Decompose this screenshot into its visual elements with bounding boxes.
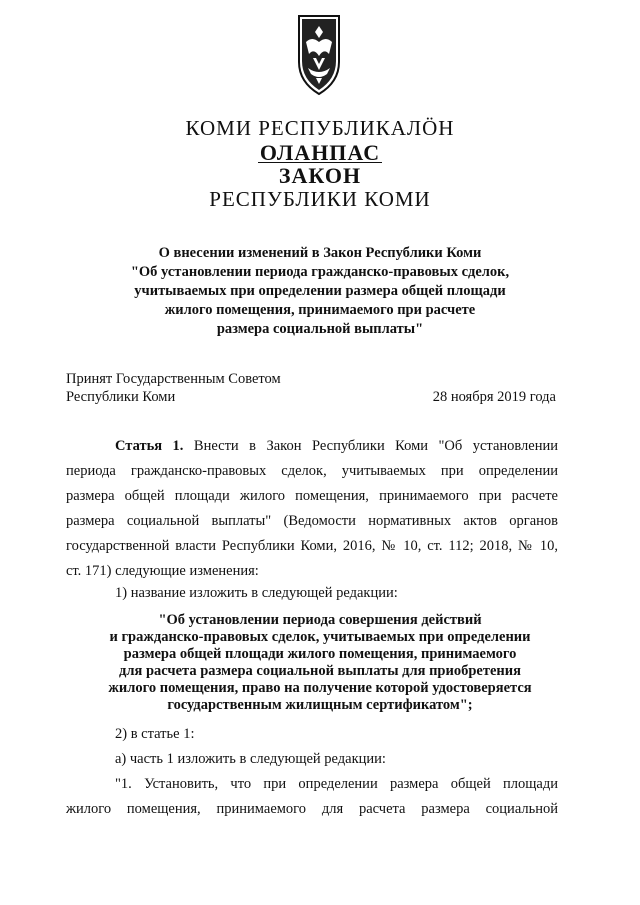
paragraph-line: "1. Установить, что при определении размера общей площади [115,776,558,792]
article-label: Статья 1. [115,438,184,454]
item-2a: а) часть 1 изложить в следующей редакции: [115,751,386,767]
paragraph-line: Статья 1. Внести в Закон Республики Коми "Об установлении [115,438,559,454]
paragraph-line: ст. 171) следующие изменения: [66,563,259,579]
adoption-date: 28 ноября 2019 года [432,389,556,405]
law-title-line: "Об установлении периода гражданско-правовых сделок, [130,264,510,280]
header-zakon: ЗАКОН [278,163,362,188]
quote-line: жилого помещения, право на получение которой удостоверяется [108,680,532,696]
adopted-line: Республики Коми [66,389,176,405]
law-title [0,244,640,339]
header-olanpas: ОЛАНПАС [259,140,381,165]
paragraph-line: размера общей площади жилого помещения, принимаемого при расчете [66,488,558,504]
law-title-line: О внесении изменений в Закон Республики Коми [158,245,482,261]
law-title-line: размера социальной выплаты" [216,321,424,337]
quote-line: государственным жилищным сертификатом"; [167,697,473,713]
header-komi-line: КОМИ РЕСПУБЛИКАЛӦН [185,116,455,140]
item-2: 2) в статье 1: [115,726,195,742]
quote-line: "Об установлении периода совершения действий [158,612,482,628]
adopted-line: Принят Государственным Советом [66,371,281,387]
paragraph-line: государственной власти Республики Коми, 2016, № 10, ст. 112; 2018, № 10, [66,538,558,554]
header-republic: РЕСПУБЛИКИ КОМИ [209,187,431,211]
item-2a-text [66,772,558,822]
paragraph-line: периода гражданско-правовых сделок, учитываемых при определении [66,463,558,479]
quote-line: размера общей площади жилого помещения, принимаемого [123,646,517,662]
komi-coat-of-arms-icon [296,12,342,98]
paragraph-line: жилого помещения, принимаемого для расчета размера социальной [66,801,558,817]
adopted-by [66,370,281,406]
article-1-paragraph [66,434,558,584]
law-title-line: учитываемых при определении размера общей площади [134,283,506,299]
law-title-line: жилого помещения, принимаемого при расчете [164,302,476,318]
quote-line: для расчета размера социальной выплаты для приобретения [119,663,521,679]
paragraph-line: размера социальной выплаты" (Ведомости нормативных актов органов [66,513,558,529]
new-title-quote [0,612,640,714]
item-1: 1) название изложить в следующей редакции: [115,585,398,601]
quote-line: и гражданско-правовых сделок, учитываемых при определении [109,629,531,645]
